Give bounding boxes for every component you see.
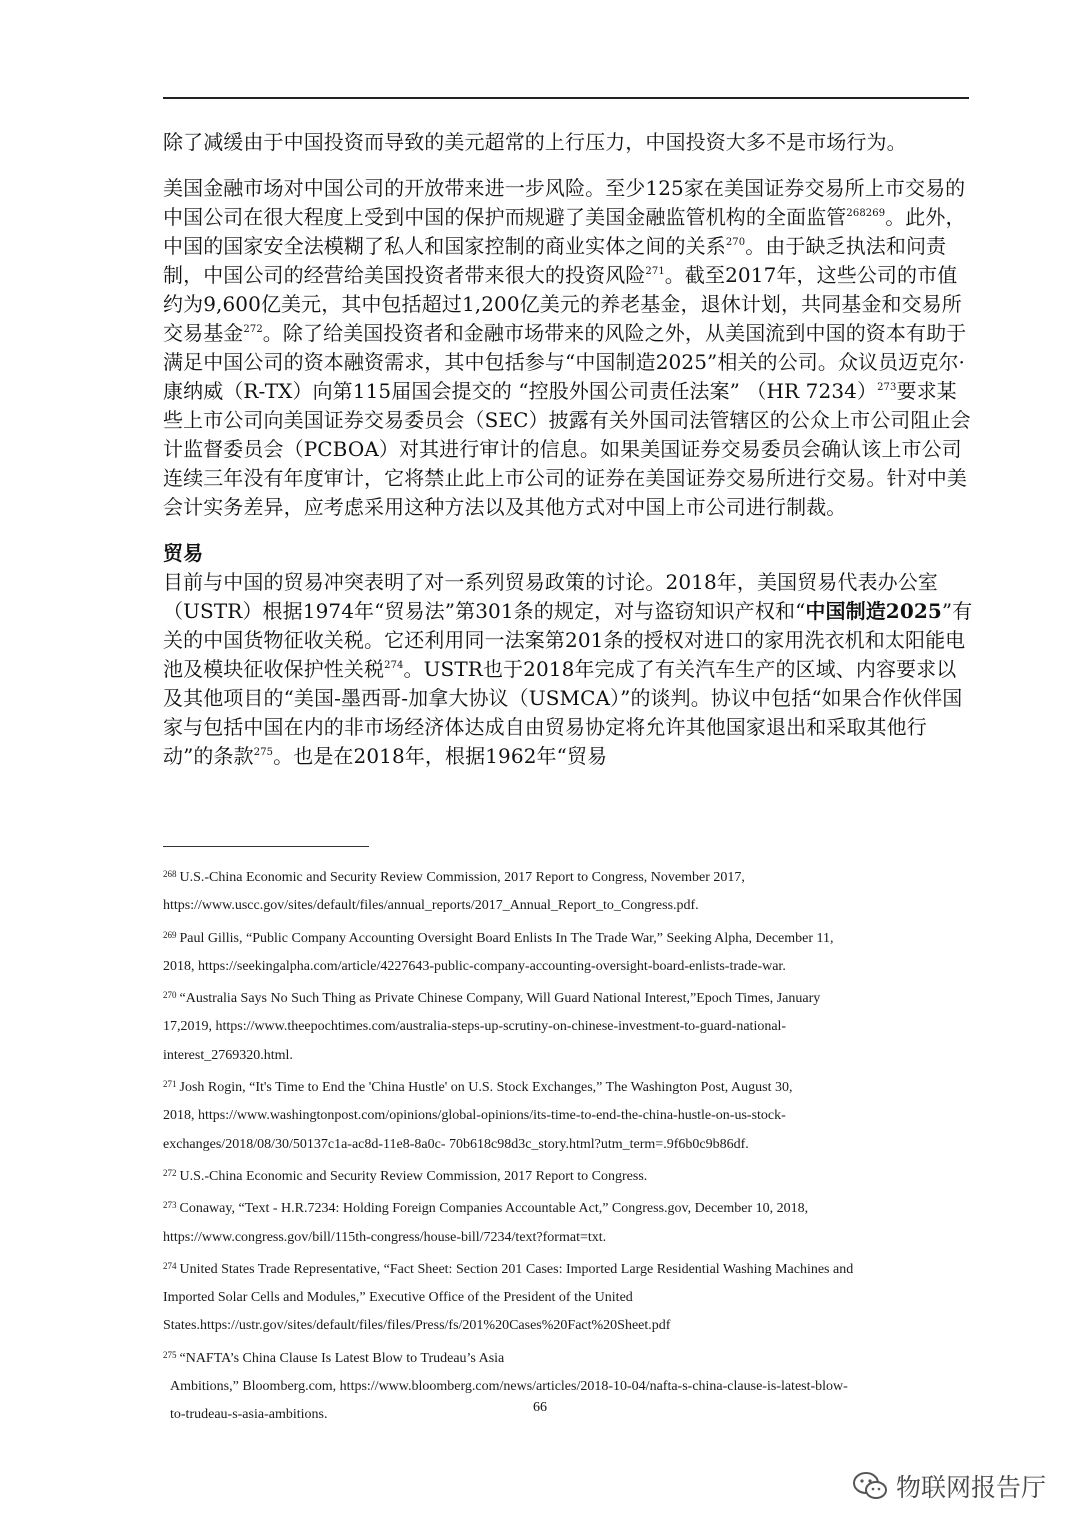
trade-text-4: 。也是在2018年，根据1962年“贸易 — [273, 744, 608, 768]
finance-text-6: 要求某些上市公司向美国证券交易委员会（SEC）披露有关外国司法管辖区的公众上市公司阻止会计监督委员会（PCBOA）对其进行审计的信息。如果美国证券交易委员会确认该上市公司连续三年没有年度审计，它将禁止此上市公司的证券在美国证券交易所进行交易。针对中美会计实务差异，应考虑采用这种方法以及其他方式对中国上市公司进行制裁。 — [163, 379, 971, 519]
footnote-text: Josh Rogin, “It's Time to End the 'China Hustle' on U.S. Stock Exchanges,” The Washington Post, August 30, 2018, https://www.washingtonpost.com/opinions/global-opinions/its-time-to-end-the-china-hustle-on-us-stock- exchanges/2018/08/30/50137c1a-ac8d-11e8-8a0c- 70b618c98d3c_story.html?utm_term=.9f6b0c9b86df. — [163, 1080, 793, 1152]
watermark-text: 物联网报告厅 — [895, 1473, 1046, 1502]
footnote-text: U.S.-China Economic and Security Review Commission, 2017 Report to Congress, November 2017, https://www.uscc.gov/sites/default/files/annual_reports/2017_Annual_Report_to_Congress.pdf. — [163, 870, 745, 914]
main-text — [163, 128, 975, 771]
footnote-rule — [163, 846, 369, 847]
finance-text-5: 。除了给美国投资者和金融市场带来的风险之外，从美国流到中国的资本有助于满足中国公司的资本融资需求，其中包括参与“中国制造2025”相关的公司。众议员迈克尔·康纳威（R-TX）向第115届国会提交的 “控股外国公司责任法案” （HR 7234） — [163, 321, 967, 403]
footnote-number: 268 — [163, 869, 177, 879]
footnote-274 — [163, 1252, 963, 1341]
footnote-268 — [163, 860, 963, 921]
footnote-271 — [163, 1070, 963, 1159]
footnote-ref[interactable]: 271 — [645, 266, 665, 277]
footnote-ref[interactable]: 270 — [725, 237, 746, 248]
header-rule — [163, 97, 969, 99]
trade-text-2: ”有关的中国货物征收关税。它还利用同一法案第201条的授权对进口的家用洗衣机和太阳能电池及模块征收保护性关税 — [163, 599, 973, 681]
footnote-ref[interactable]: 272 — [243, 324, 263, 335]
footnote-270 — [163, 981, 963, 1070]
footnote-ref[interactable]: 268269 — [846, 208, 886, 219]
wechat-icon — [852, 1471, 888, 1501]
footnote-text: U.S.-China Economic and Security Review Commission, 2017 Report to Congress. — [179, 1168, 648, 1184]
finance-paragraph — [163, 174, 975, 522]
trade-text-3: 。USTR也于2018年完成了有关汽车生产的区域、内容要求以及其他项目的“美国-墨西哥-加拿大协议（USMCA）”的谈判。协议中包括“如果合作伙伴国家与包括中国在内的非市场经济体达成自由贸易协定将允许其他国家退出和采取其他行动”的条款 — [163, 657, 963, 768]
footnote-number: 274 — [163, 1260, 177, 1271]
trade-bold-term: 中国制造2025 — [805, 599, 942, 623]
footnote-text: Conaway, “Text - H.R.7234: Holding Foreign Companies Accountable Act,” Congress.gov, December 10, 2018, https://www.congress.gov/bill/115th-congress/house-bill/7234/text?format=txt. — [163, 1201, 809, 1245]
footnote-273 — [163, 1191, 963, 1252]
footnote-ref[interactable]: 274 — [384, 660, 404, 671]
finance-text-4: 。截至2017年，这些公司的市值约为9,600亿美元，其中包括超过1,200亿美元的养老基金，退休计划，共同基金和交易所交易基金 — [163, 263, 962, 345]
page-number: 66 — [533, 1400, 547, 1415]
finance-text-2: 。此外，中国的国家安全法模糊了私人和国家控制的商业实体之间的关系 — [163, 205, 966, 258]
footnote-number: 272 — [163, 1167, 177, 1178]
footnote-text: United States Trade Representative, “Fact Sheet: Section 201 Cases: Imported Large Residential Washing Machines and Imported Solar Cells and Modules,” Executive Office of the President of the United States.https://ustr.gov/sites/default/files/files/Press/fs/201%20Cases%20Fact%20Sheet.pdf — [163, 1261, 854, 1334]
footnote-number: 270 — [163, 990, 177, 1001]
trade-paragraph — [163, 568, 975, 771]
footnote-number: 271 — [163, 1079, 177, 1090]
finance-text-3: 。由于缺乏执法和问责制，中国公司的经营给美国投资者带来很大的投资风险 — [163, 234, 947, 287]
trade-text-1: 目前与中国的贸易冲突表明了对一系列贸易政策的讨论。2018年，美国贸易代表办公室（USTR）根据1974年“贸易法”第301条的规定，对与盗窃知识产权和“ — [163, 570, 938, 623]
footnote-number: 275 — [163, 1349, 177, 1360]
footnote-text: Paul Gillis, “Public Company Accounting Oversight Board Enlists In The Trade War,” Seeking Alpha, December 11, 2018, https://seekingalpha.com/article/4227643-public-company-accounting-oversight-board-enlists-trade-war. — [163, 930, 834, 974]
intro-line: 除了减缓由于中国投资而导致的美元超常的上行压力，中国投资大多不是市场行为。 — [163, 130, 907, 154]
footnote-ref[interactable]: 273 — [877, 382, 897, 393]
footnote-text: “NAFTA’s China Clause Is Latest Blow to Trudeau’s Asia Ambitions,” Bloomberg.com, https://www.bloomberg.com/news/articles/2018-10-04/nafta-s-china-clause-is-latest-blow- to-trudeau-s-asia-ambitions. — [170, 1350, 848, 1423]
footnote-text: “Australia Says No Such Thing as Private Chinese Company, Will Guard National Interest,”Epoch Times, January 17,2019, https://www.theepochtimes.com/australia-steps-up-scrutiny-on-chinese-investment-to-guard-national- interest_2769320.html. — [163, 991, 821, 1063]
section-heading-trade: 贸易 — [163, 541, 204, 565]
footnotes — [163, 860, 963, 1430]
watermark — [852, 1466, 1046, 1506]
footnote-number: 269 — [163, 929, 177, 940]
footnote-272 — [163, 1159, 963, 1191]
finance-text-1: 美国金融市场对中国公司的开放带来进一步风险。至少125家在美国证券交易所上市交易的中国公司在很大程度上受到中国的保护而规避了美国金融监管机构的全面监管 — [163, 176, 966, 229]
footnote-269 — [163, 921, 963, 982]
footnote-number: 273 — [163, 1200, 177, 1211]
footnote-275 — [163, 1341, 963, 1430]
footnote-ref[interactable]: 275 — [253, 747, 274, 758]
